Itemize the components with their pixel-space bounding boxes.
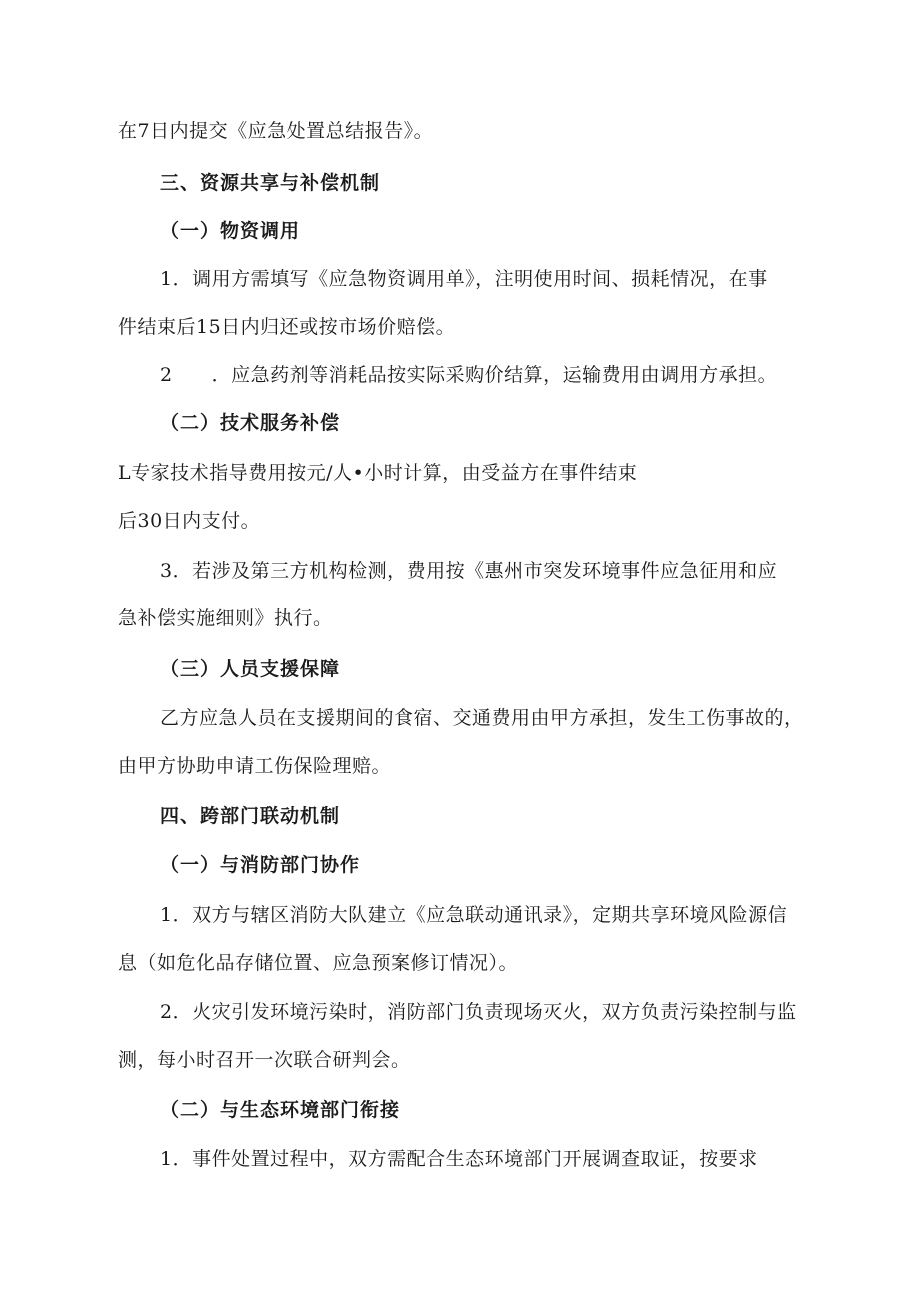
body-line-payment-deadline: 后30日内支付。 xyxy=(118,510,261,532)
subsection-heading-personnel-support: （三）人员支援保障 xyxy=(160,658,341,680)
body-line-insurance-claim: 由甲方协助申请工伤保险理赔。 xyxy=(118,755,392,777)
subsection-heading-material-dispatch: （一）物资调用 xyxy=(160,220,301,242)
body-line-return-compensation: 件结束后15日内归还或按市场价赔偿。 xyxy=(118,316,456,338)
body-line-personnel-expenses: 乙方应急人员在支援期间的食宿、交通费用由甲方承担，发生工伤事故的， xyxy=(160,707,804,729)
section-heading-resource-sharing: 三、资源共享与补偿机制 xyxy=(160,172,381,194)
body-line-third-party-testing: 3．若涉及第三方机构检测，费用按《惠州市突发环境事件应急征用和应 xyxy=(160,560,778,582)
body-line-report-deadline: 在7日内提交《应急处置总结报告》。 xyxy=(118,120,434,142)
subsection-heading-technical-service: （二）技术服务补偿 xyxy=(160,412,341,434)
body-line-expert-fee: L专家技术指导费用按元/人•小时计算，由受益方在事件结束 xyxy=(118,462,638,484)
body-line-risk-info: 息（如危化品存储位置、应急预案修订情况）。 xyxy=(118,952,519,974)
subsection-heading-fire-department: （一）与消防部门协作 xyxy=(160,854,361,876)
body-line-dispatch-form: 1．调用方需填写《应急物资调用单》，注明使用时间、损耗情况，在事 xyxy=(160,268,768,290)
body-line-contact-directory: 1．双方与辖区消防大队建立《应急联动通讯录》，定期共享环境风险源信 xyxy=(160,904,788,926)
body-line-joint-meeting: 测，每小时召开一次联合研判会。 xyxy=(118,1049,411,1071)
section-heading-cross-department: 四、跨部门联动机制 xyxy=(160,805,341,827)
body-line-investigation: 1．事件处置过程中，双方需配合生态环境部门开展调查取证，按要求 xyxy=(160,1148,758,1170)
body-line-implementation-rules: 急补偿实施细则》执行。 xyxy=(118,607,333,629)
body-line-fire-pollution: 2．火灾引发环境污染时，消防部门负责现场灭火，双方负责污染控制与监 xyxy=(160,1001,797,1023)
body-line-consumables-settlement: 2 ．应急药剂等消耗品按实际采购价结算，运输费用由调用方承担。 xyxy=(160,364,778,386)
subsection-heading-ecology-department: （二）与生态环境部门衔接 xyxy=(160,1099,401,1121)
